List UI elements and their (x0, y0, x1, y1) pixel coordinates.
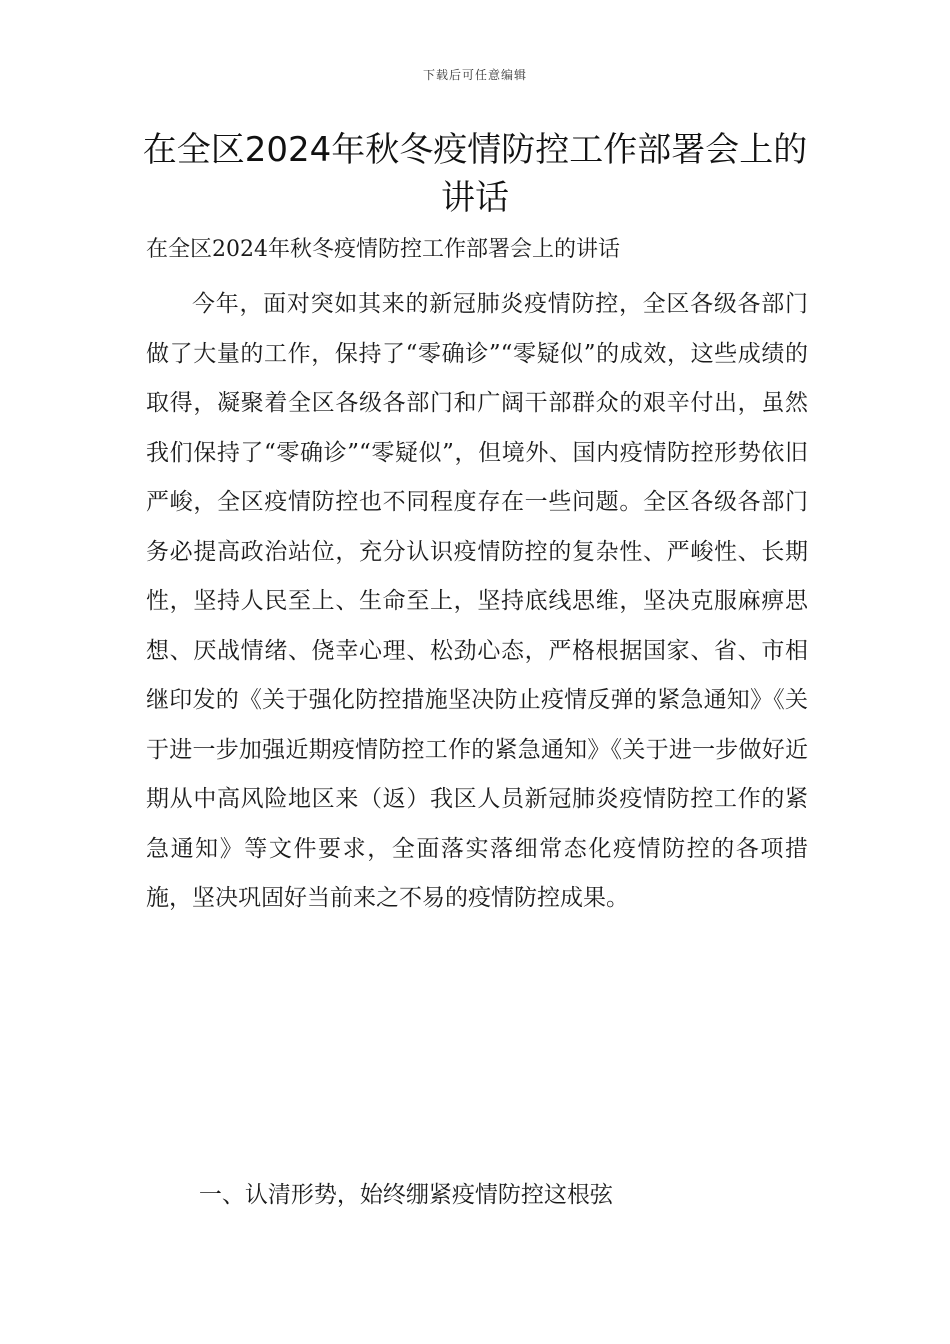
document-subtitle: 在全区2024年秋冬疫情防控工作部署会上的讲话 (146, 237, 620, 262)
header-note: 下载后可任意编辑 (422, 68, 527, 82)
body-paragraph: 今年，面对突如其来的新冠肺炎疫情防控，全区各级各部门做了大量的工作，保持了“零确诊”“零疑似”的成效，这些成绩的取得，凝聚着全区各级各部门和广阔干部群众的艰辛付出，虽然我们保持了“零确诊”“零疑似”，但境外、国内疫情防控形势依旧严峻，全区疫情防控也不同程度存在一些问题。全区各级各部门务必提高政治站位，充分认识疫情防控的复杂性、严峻性、长期性，坚持人民至上、生命至上，坚持底线思维，坚决克服麻痹思想、厌战情绪、侥幸心理、松劲心态，严格根据国家、省、市相继印发的《关于强化防控措施坚决防止疫情反弹的紧急通知》《关于进一步加强近期疫情防控工作的紧急通知》《关于进一步做好近期从中高风险地区来（返）我区人员新冠肺炎疫情防控工作的紧急通知》等文件要求，全面落实落细常态化疫情防控的各项措施，坚决巩固好当前来之不易的疫情防控成果。 (146, 291, 808, 911)
document-title: 在全区2024年秋冬疫情防控工作部署会上的讲话 (142, 130, 808, 218)
section-heading: 一、认清形势，始终绷紧疫情防控这根弦 (198, 1182, 613, 1208)
